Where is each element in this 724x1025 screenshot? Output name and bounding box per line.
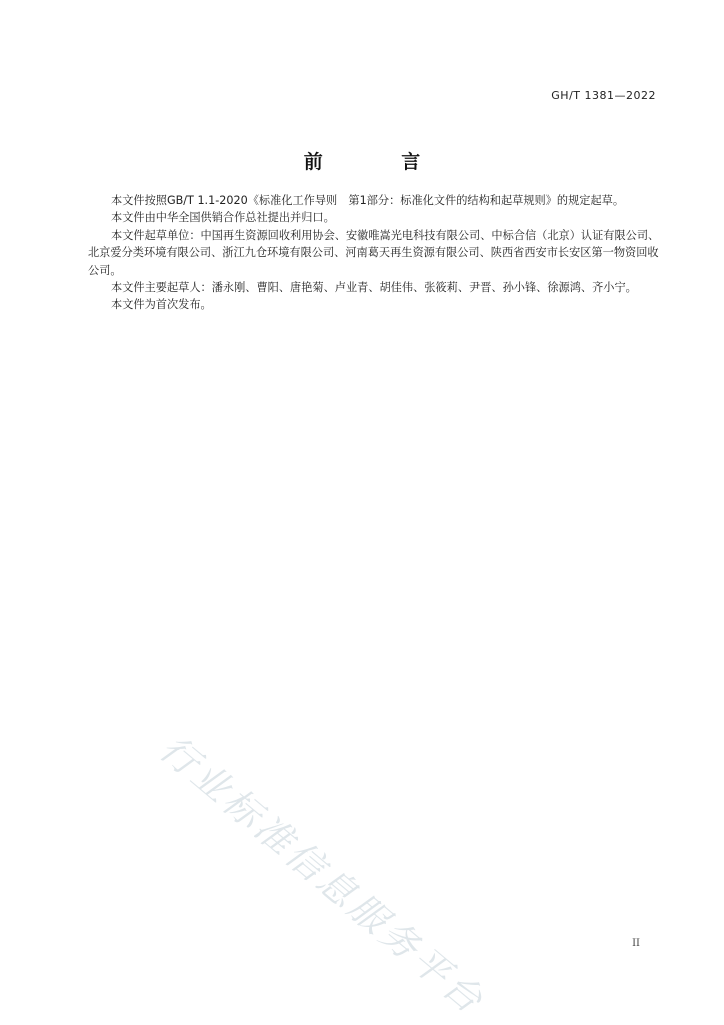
paragraph-drafting-units: 本文件起草单位：中国再生资源回收利用协会、安徽唯嵩光电科技有限公司、中标合信（北京）认证有限公司、北京爱分类环境有限公司、浙江九仓环境有限公司、河南葛天再生资源有限公司、陕西省西安市长安区第一物资回收公司。: [88, 228, 660, 277]
paragraph-proposer: 本文件由中华全国供销合作总社提出并归口。: [111, 211, 335, 225]
page-title: 前 言: [303, 151, 457, 173]
paragraph-first-release: 本文件为首次发布。: [111, 298, 212, 312]
paragraph-drafting-rules: 本文件按照GB/T 1.1-2020《标准化工作导则 第1部分：标准化文件的结构和起草规则》的规定起草。: [111, 194, 625, 207]
paragraph-drafters: 本文件主要起草人：潘永刚、曹阳、唐艳菊、卢业青、胡佳伟、张筱莉、尹晋、孙小锋、徐源鸿、齐小宁。: [111, 281, 637, 295]
document-code: GH/T 1381—2022: [551, 89, 656, 102]
watermark: 行业标准信息服务平台: [151, 726, 494, 1024]
page-number: II: [632, 938, 640, 949]
foreword-body: [88, 192, 666, 314]
